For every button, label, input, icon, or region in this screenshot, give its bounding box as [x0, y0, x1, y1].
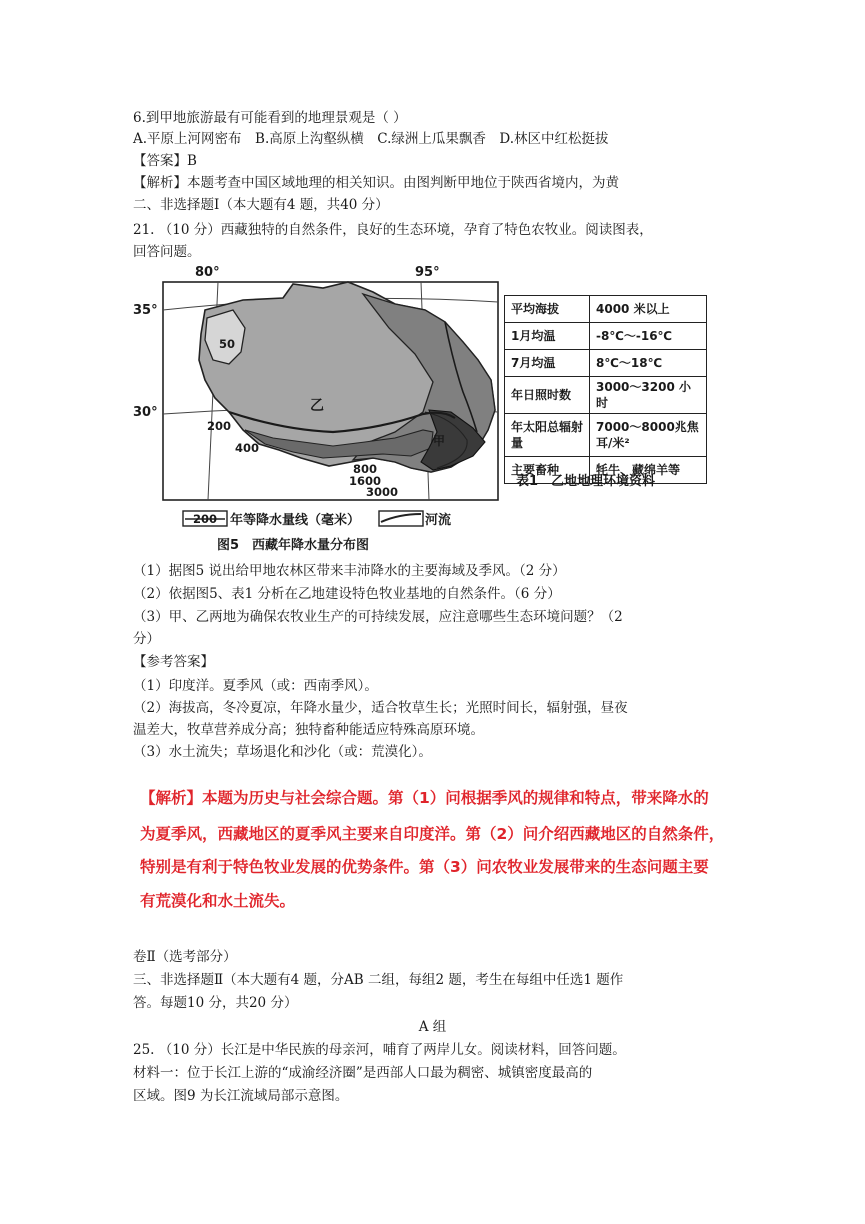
q6-options: A.平原上河网密布 B.高原上沟壑纵横 C.绿洲上瓜果飘香 D.林区中红松挺拔 [133, 131, 609, 147]
figure5-caption: 图5 西藏年降水量分布图 [217, 538, 370, 553]
q6-answer: 【答案】B [133, 153, 197, 169]
table-row [505, 323, 707, 350]
table-value: 7000～8000兆焦耳/米² [590, 414, 707, 457]
q21-stem-line2: 回答问题。 [133, 244, 201, 260]
table-row [505, 350, 707, 377]
lon-80-label: 80° [195, 265, 220, 280]
q25-line2: 材料一：位于长江上游的“成渝经济圈”是西部人口最为稠密、城镇密度最高的 [133, 1065, 593, 1081]
analysis-line-4: 有荒漠化和水土流失。 [140, 892, 296, 910]
table-key: 主要畜种 [505, 457, 590, 484]
table-row [505, 296, 707, 323]
table-key: 1月均温 [505, 323, 590, 350]
table-key: 平均海拔 [505, 296, 590, 323]
isohyet-800-label: 800 [353, 462, 378, 476]
answer-3: （3）水土流失；草场退化和沙化（或：荒漠化）。 [133, 744, 432, 760]
isohyet-3000-label: 3000 [366, 485, 399, 499]
answer-2-line1: （2）海拔高，冬冷夏凉，年降水量少，适合牧草生长；光照时间长，辐射强，昼夜 [133, 700, 628, 716]
legend-river-text: 河流 [425, 513, 452, 528]
legend-isohyet-sample: 200 [193, 512, 218, 526]
q21-sub3-line2: 分） [133, 631, 160, 647]
group-a-heading: A 组 [418, 1019, 447, 1035]
analysis-line-1: 【解析】本题为历史与社会综合题。第（1）问根据季风的规律和特点，带来降水的 [140, 789, 709, 807]
place-yi-label: 乙 [310, 398, 324, 414]
reference-answer-heading: 【参考答案】 [133, 654, 214, 670]
q25-line3: 区域。图9 为长江流域局部示意图。 [133, 1088, 349, 1104]
isohyet-400-label: 400 [235, 441, 260, 455]
isohyet-200-label: 200 [207, 419, 232, 433]
q6-analysis: 【解析】本题考查中国区域地理的相关知识。由图判断甲地位于陕西省境内，为黄 [133, 175, 619, 191]
lat-35-label: 35° [133, 303, 158, 318]
table-value: 3000～3200 小时 [590, 377, 707, 414]
section3-line2: 答。每题10 分，共20 分） [133, 995, 298, 1011]
table1-caption: 表1 乙地地理环境资料 [516, 474, 656, 489]
table-value: 4000 米以上 [590, 296, 707, 323]
q6-question: 6.到甲地旅游最有可能看到的地理景观是（ ） [133, 110, 407, 126]
isohyet-1600-label: 1600 [349, 474, 382, 488]
q21-sub3-line1: （3）甲、乙两地为确保农牧业生产的可持续发展，应注意哪些生态环境问题？（2 [133, 609, 623, 625]
table-value: 8℃～18℃ [590, 350, 707, 377]
place-jia-label: 甲 [433, 434, 446, 448]
table-key: 7月均温 [505, 350, 590, 377]
table1-environment-data [504, 295, 707, 484]
q21-stem-line1: 21. （10 分）西藏独特的自然条件，良好的生态环境，孕育了特色农牧业。阅读图表， [133, 222, 653, 238]
q25-line1: 25. （10 分）长江是中华民族的母亲河，哺育了两岸儿女。阅读材料，回答问题。 [133, 1042, 626, 1058]
table-key: 年日照时数 [505, 377, 590, 414]
lon-95-label: 95° [415, 265, 440, 280]
legend-isohyet-text: 年等降水量线（毫米） [230, 513, 361, 528]
section3-line1: 三、非选择题Ⅱ（本大题有4 题，分AB 二组，每组2 题，考生在每组中任选1 题作 [133, 972, 624, 988]
table-key: 年太阳总辐射量 [505, 414, 590, 457]
table-row [505, 414, 707, 457]
table-value: -8℃～-16℃ [590, 323, 707, 350]
analysis-line-3: 特别是有利于特色牧业发展的优势条件。第（3）问农牧业发展带来的生态问题主要 [140, 858, 709, 876]
isohyet-50-label: 50 [219, 337, 236, 351]
table-row [505, 377, 707, 414]
table-value: 牦牛、藏绵羊等 [590, 457, 707, 484]
section2-heading: 二、非选择题Ⅰ（本大题有4 题，共40 分） [133, 197, 389, 213]
lat-30-label: 30° [133, 405, 158, 420]
answer-1: （1）印度洋。夏季风（或：西南季风）。 [133, 678, 378, 694]
part2-heading: 卷Ⅱ（选考部分） [133, 949, 237, 965]
answer-2-line2: 温差大，牧草营养成分高；独特畜种能适应特殊高原环境。 [133, 722, 484, 738]
analysis-line-2: 为夏季风，西藏地区的夏季风主要来自印度洋。第（2）问介绍西藏地区的自然条件， [140, 825, 725, 843]
q21-sub2: （2）依据图5、表1 分析在乙地建设特色牧业基地的自然条件。（6 分） [133, 586, 561, 602]
q21-sub1: （1）据图5 说出给甲地农林区带来丰沛降水的主要海域及季风。（2 分） [133, 563, 566, 579]
